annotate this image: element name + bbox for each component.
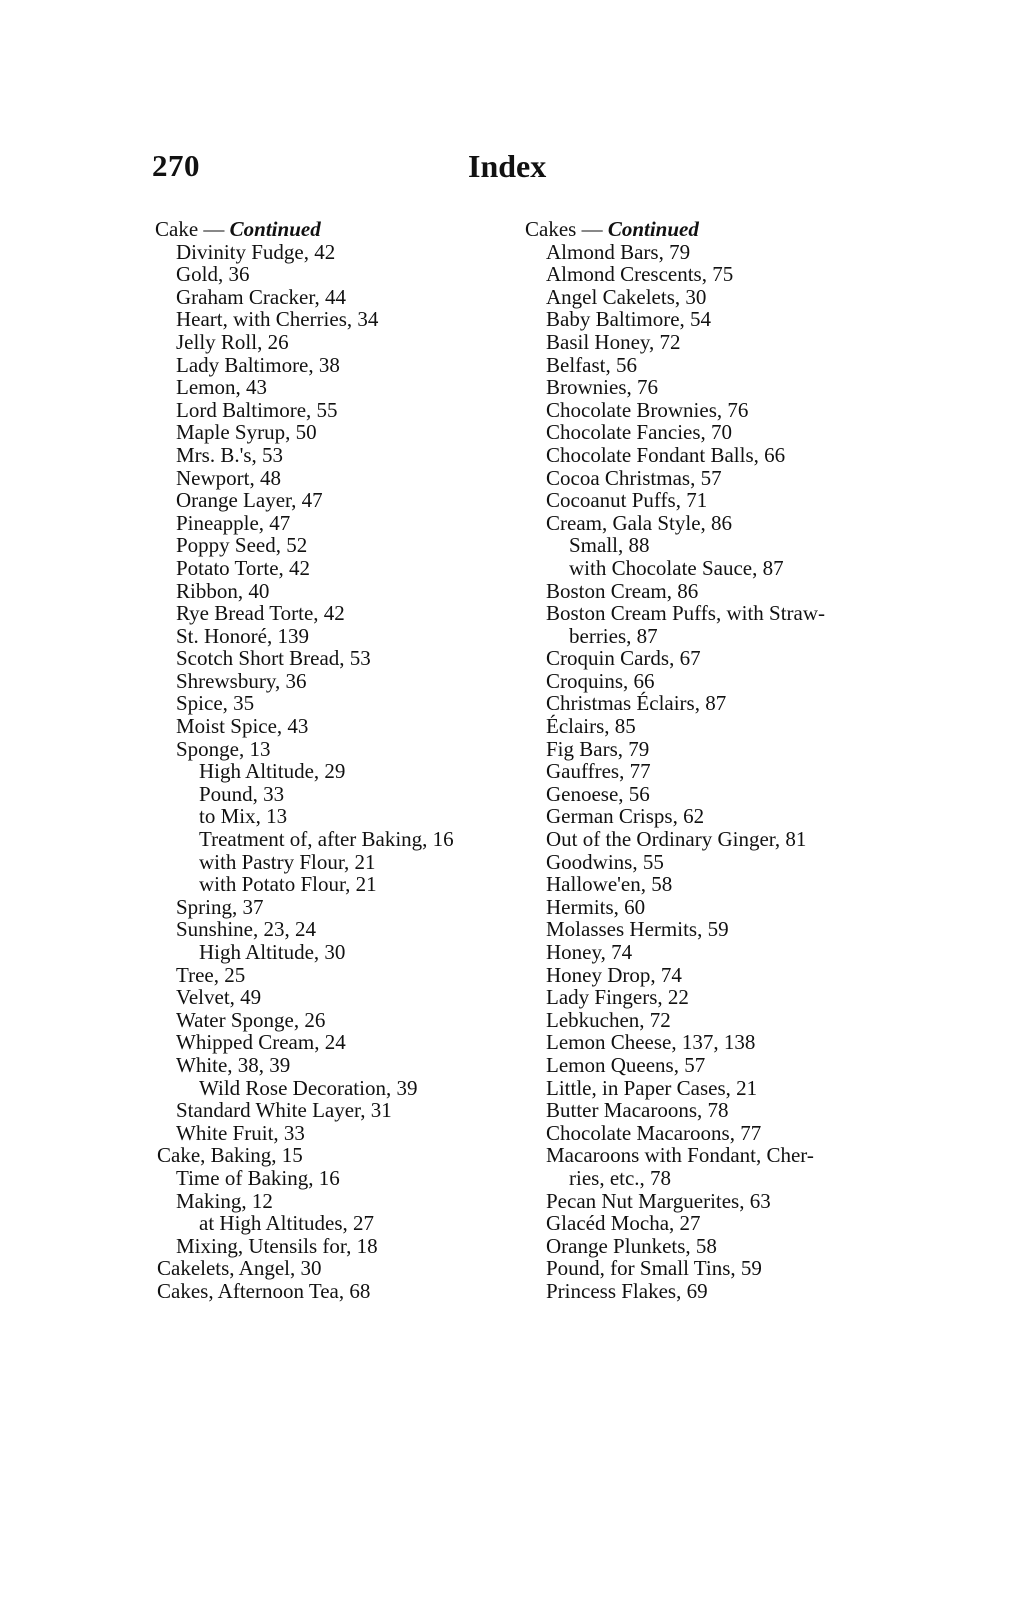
index-entry: Lebkuchen, 72 [546,1007,671,1032]
index-entry: berries, 87 [569,623,658,648]
index-entry: Gauffres, 77 [546,759,651,784]
index-entry: Heart, with Cherries, 34 [176,307,379,332]
index-entry: Lady Baltimore, 38 [176,352,340,377]
index-entry: Shrewsbury, 36 [176,668,307,693]
index-entry: Fig Bars, 79 [546,736,650,761]
index-entry: Standard White Layer, 31 [176,1098,392,1123]
index-entry: Treatment of, after Baking, 16 [199,827,454,852]
index-entry: Small, 88 [569,533,650,558]
index-entry: Hermits, 60 [546,894,646,919]
index-entry: Chocolate Fancies, 70 [546,420,733,445]
index-entry: Lemon Cheese, 137, 138 [546,1030,756,1055]
heading-dash: — [576,217,608,241]
index-entry: Almond Crescents, 75 [546,262,734,287]
index-entry: Boston Cream, 86 [546,578,699,603]
index-entry: Tree, 25 [176,962,246,987]
index-entry: Lemon Queens, 57 [546,1052,706,1077]
index-heading-continued [155,218,505,241]
index-entry: Newport, 48 [176,465,281,490]
index-entry: with Pastry Flour, 21 [199,849,376,874]
index-entry: Poppy Seed, 52 [176,533,308,558]
index-entry: Whipped Cream, 24 [176,1030,346,1055]
index-entry: Basil Honey, 72 [546,329,681,354]
index-entry: Orange Plunkets, 58 [546,1233,717,1258]
index-entry: Cocoanut Puffs, 71 [546,488,708,513]
index-entry: Pound, 33 [199,781,285,806]
index-entry: Out of the Ordinary Ginger, 81 [546,827,807,852]
index-entry: Time of Baking, 16 [176,1165,340,1190]
index-entry: Cream, Gala Style, 86 [546,510,733,535]
index-entry: Jelly Roll, 26 [176,329,289,354]
index-entry: to Mix, 13 [199,804,288,829]
index-entry: Genoese, 56 [546,781,650,806]
index-entry: Sponge, 13 [176,736,271,761]
index-entry: Mixing, Utensils for, 18 [176,1233,378,1258]
index-entry: Making, 12 [176,1188,273,1213]
index-entry: with Chocolate Sauce, 87 [569,555,784,580]
index-entry: St. Honoré, 139 [176,623,309,648]
index-entry: Angel Cakelets, 30 [546,284,707,309]
index-entry: Honey Drop, 74 [546,962,682,987]
index-entry: Croquins, 66 [546,668,655,693]
index-entry: Ribbon, 40 [176,578,270,603]
index-entry: High Altitude, 29 [199,759,346,784]
index-entry: Wild Rose Decoration, 39 [199,1075,418,1100]
index-entry: Butter Macaroons, 78 [546,1098,729,1123]
index-column-right [525,218,875,1303]
index-entry: Velvet, 49 [176,985,262,1010]
index-entry: Rye Bread Torte, 42 [176,601,345,626]
index-entry: White Fruit, 33 [176,1120,305,1145]
index-entry: Chocolate Brownies, 76 [546,397,749,422]
index-entry: Brownies, 76 [546,375,658,400]
index-entry: Almond Bars, 79 [546,239,691,264]
index-entry: Pineapple, 47 [176,510,291,535]
index-entry: Éclairs, 85 [546,714,636,739]
index-entry: Macaroons with Fondant, Cher- [546,1143,814,1168]
heading-continued-label: Continued [229,217,321,241]
index-entry: High Altitude, 30 [199,940,346,964]
index-entry: Princess Flakes, 69 [546,1278,708,1303]
index-entry: Belfast, 56 [546,352,637,377]
index-entry: Maple Syrup, 50 [176,420,317,445]
heading-dash: — [198,217,230,241]
index-entry: Little, in Paper Cases, 21 [546,1075,758,1100]
index-entry: Hallowe'en, 58 [546,872,673,897]
index-entry: Cakelets, Angel, 30 [157,1256,322,1281]
page-number: 270 [152,148,200,183]
index-entry: Cake, Baking, 15 [157,1143,303,1168]
index-column-left [155,218,505,1303]
index-entry: Sunshine, 23, 24 [176,917,317,942]
index-entry: German Crisps, 62 [546,804,705,829]
index-entry: Chocolate Macaroons, 77 [546,1120,762,1145]
index-entry: Croquin Cards, 67 [546,646,701,671]
index-entry: Pecan Nut Marguerites, 63 [546,1188,771,1213]
index-entry: Pound, for Small Tins, 59 [546,1256,762,1281]
index-heading-continued [525,218,875,241]
index-entry: ries, etc., 78 [569,1165,672,1190]
index-entry: Scotch Short Bread, 53 [176,646,371,671]
index-entry: Christmas Éclairs, 87 [546,691,727,716]
index-entry: Spice, 35 [176,691,255,716]
index-entry: Goodwins, 55 [546,849,664,874]
index-entry: Lady Fingers, 22 [546,985,689,1010]
index-entry: Honey, 74 [546,940,633,964]
index-entry: with Potato Flour, 21 [199,872,377,897]
index-entry: Chocolate Fondant Balls, 66 [546,442,786,467]
heading-continued-label: Continued [607,217,699,241]
index-entry: Glacéd Mocha, 27 [546,1211,701,1236]
index-entry: Lord Baltimore, 55 [176,397,338,422]
index-entry: Cakes, Afternoon Tea, 68 [157,1278,371,1303]
index-entry: Spring, 37 [176,894,264,919]
index-entry: Gold, 36 [176,262,250,287]
index-entry: Water Sponge, 26 [176,1007,326,1032]
index-entry: Molasses Hermits, 59 [546,917,729,942]
index-entry: Cocoa Christmas, 57 [546,465,722,490]
heading-word: Cake [155,217,199,241]
index-entry: White, 38, 39 [176,1052,291,1077]
index-entry: Lemon, 43 [176,375,267,400]
index-entry: Mrs. B.'s, 53 [176,442,284,467]
index-entry: Moist Spice, 43 [176,714,309,739]
index-entry: Baby Baltimore, 54 [546,307,712,332]
index-entry: Potato Torte, 42 [176,555,311,580]
index-entry: Orange Layer, 47 [176,488,323,513]
heading-word: Cakes [525,217,577,241]
index-entry: Graham Cracker, 44 [176,284,346,309]
index-entry: at High Altitudes, 27 [199,1211,374,1236]
index-entry: Boston Cream Puffs, with Straw- [546,601,826,626]
page-title: Index [468,148,547,184]
index-entry: Divinity Fudge, 42 [176,239,336,264]
